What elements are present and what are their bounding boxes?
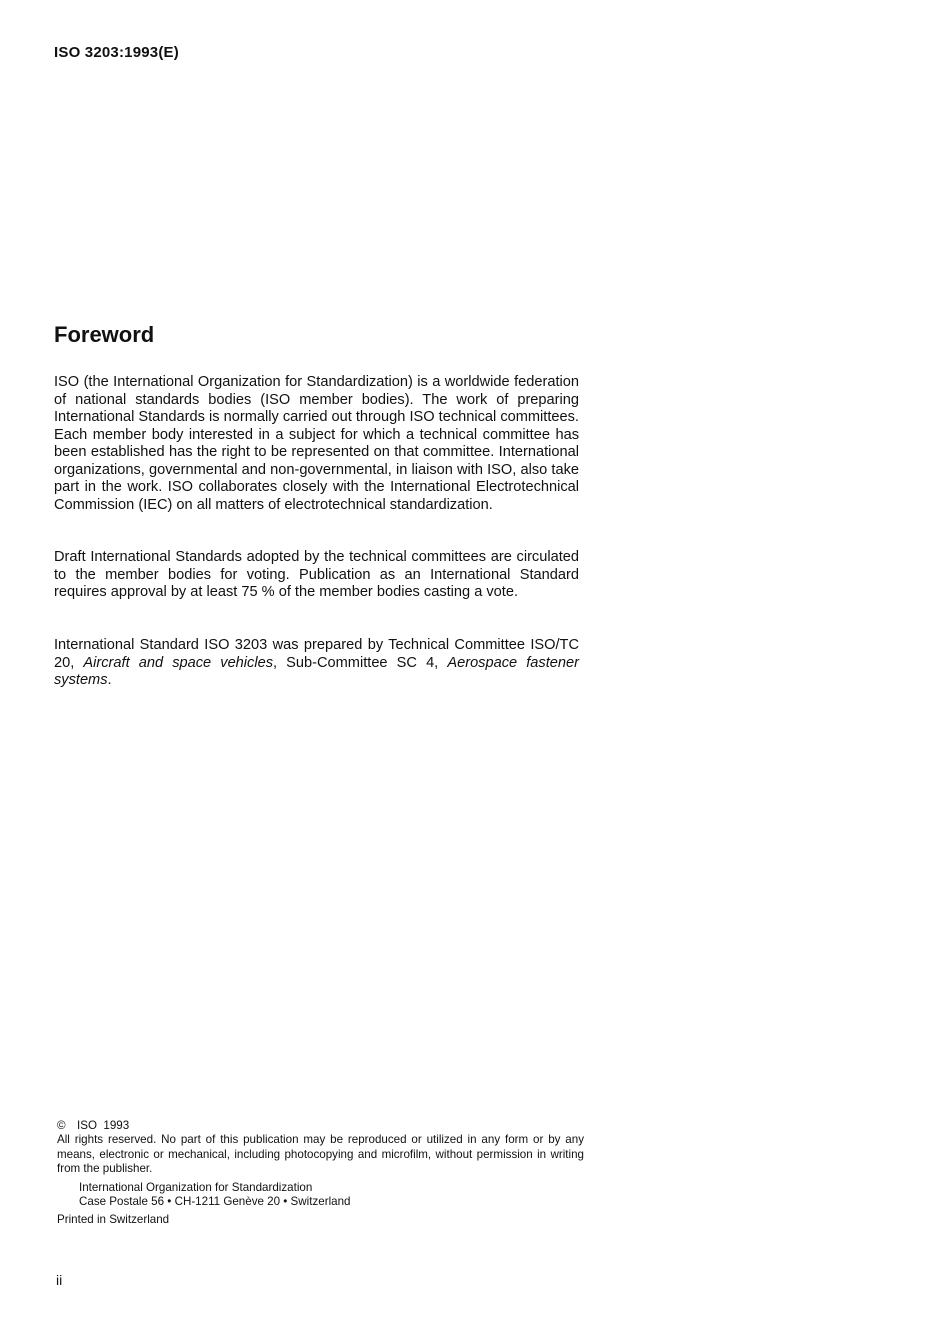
paragraph-3-text-1: International Standard ISO 3203 was prepared by Technical Committee ISO/TC 20, xyxy=(54,637,579,671)
copyright-year: ISO 1993 xyxy=(77,1119,130,1132)
committee-name: Aircraft and space vehicles xyxy=(83,654,273,671)
section-title: Foreword xyxy=(54,322,155,347)
rights-statement: All rights reserved. No part of this publication may be reproduced or utilized in any form or by any means, electronic or mechanical, including photocopying and microfilm, without permission in writing from the publisher. xyxy=(57,1133,584,1176)
foreword-paragraph-2: Draft International Standards adopted by the technical committees are circulated to the member bodies for voting. Publication as an International Standard requires approval by at least 75 % of the member bodies casting a vote. xyxy=(54,549,579,600)
subcommittee-name: Aerospace fastener systems xyxy=(54,654,579,688)
copyright-line xyxy=(57,1119,584,1133)
foreword-paragraph-3 xyxy=(54,637,579,690)
paragraph-3-text-2: , Sub-Committee SC 4, xyxy=(273,654,448,671)
publisher-location: Case Postale 56 • CH-1211 Genève 20 • Switzerland xyxy=(79,1195,351,1209)
copyright-icon: © xyxy=(57,1119,66,1132)
page-number: ii xyxy=(56,1272,63,1288)
printed-in: Printed in Switzerland xyxy=(57,1213,170,1227)
copyright-block xyxy=(57,1119,584,1228)
foreword-paragraph-1: ISO (the International Organization for Standardization) is a worldwide federation of national standards bodies (ISO member bodies). The work of preparing International Standards is normally carried out through ISO technical committees. Each member body interested in a subject for which a technical committee has been established has the right to be represented on that committee. International organizations, governmental and non-governmental, in liaison with ISO, also take part in the work. ISO collaborates closely with the International Electrotechnical Commission (IEC) on all matters of electrotechnical standardization. xyxy=(54,374,579,513)
publisher-address xyxy=(79,1181,584,1210)
document-id: ISO 3203:1993(E) xyxy=(54,44,179,61)
paragraph-3-text-3: . xyxy=(107,672,112,688)
publisher-name: International Organization for Standardization xyxy=(79,1180,313,1194)
